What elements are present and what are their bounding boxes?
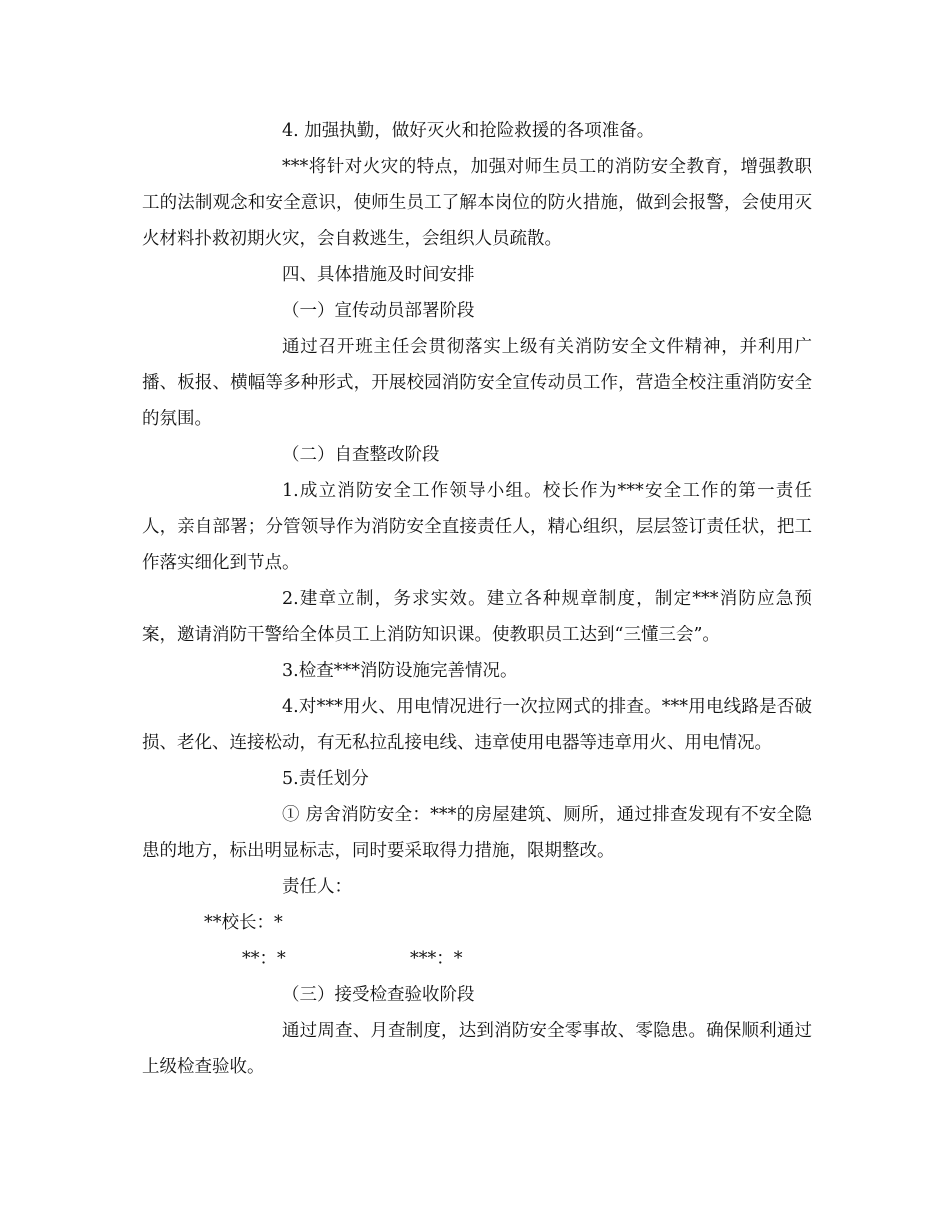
item-building-safety: ① 房舍消防安全：***的房屋建筑、厕所，通过排查发现有不安全隐患的地方，标出明显标志，同时要采取得力措施，限期整改。 [142, 805, 812, 861]
responsible-person-b: ***：* [410, 949, 463, 969]
document-body [142, 113, 812, 1085]
item-leading-group: 1.成立消防安全工作领导小组。校长作为***安全工作的第一责任人，亲自部署；分管领导作为消防安全直接责任人，精心组织，层层签订责任状，把工作落实细化到节点。 [142, 481, 812, 573]
section-heading-measures: 四、具体措施及时间安排 [282, 265, 475, 285]
responsible-principal-row [142, 905, 812, 941]
paragraph-acceptance: 通过周查、月查制度，达到消防安全零事故、零隐患。确保顺利通过上级检查验收。 [142, 1021, 812, 1077]
subsection-heading-acceptance: （三）接受检查验收阶段 [282, 985, 475, 1005]
item-regulations: 2.建章立制，务求实效。建立各种规章制度，制定***消防应急预案，邀请消防干警给全体员工上消防知识课。使教职员工达到“三懂三会”。 [142, 589, 812, 645]
subsection-heading-self-inspection: （二）自查整改阶段 [282, 445, 440, 465]
label-responsible-person: 责任人： [282, 877, 352, 897]
paragraph-strengthen-duty: 4. 加强执勤，做好灭火和抢险救援的各项准备。 [282, 121, 655, 141]
paragraph-publicity: 通过召开班主任会贯彻落实上级有关消防安全文件精神，并利用广播、板报、横幅等多种形式，开展校园消防安全宣传动员工作，营造全校注重消防安全的氛围。 [142, 337, 812, 429]
paragraph-safety-education: ***将针对火灾的特点，加强对师生员工的消防安全教育，增强教职工的法制观念和安全意识，使师生员工了解本岗位的防火措施，做到会报警，会使用灭火材料扑救初期火灾，会自救逃生，会组织人员疏散。 [142, 157, 812, 249]
item-facility-check: 3.检查***消防设施完善情况。 [282, 661, 518, 681]
item-responsibility-division: 5.责任划分 [282, 769, 369, 789]
responsible-person-a: **：* [242, 949, 286, 969]
responsible-principal: **校长：* [204, 913, 283, 933]
responsible-persons-row [142, 941, 812, 977]
item-electric-check: 4.对***用火、用电情况进行一次拉网式的排查。***用电线路是否破损、老化、连接松动，有无私拉乱接电线、违章使用电器等违章用火、用电情况。 [142, 697, 812, 753]
subsection-heading-publicity: （一）宣传动员部署阶段 [282, 301, 475, 321]
